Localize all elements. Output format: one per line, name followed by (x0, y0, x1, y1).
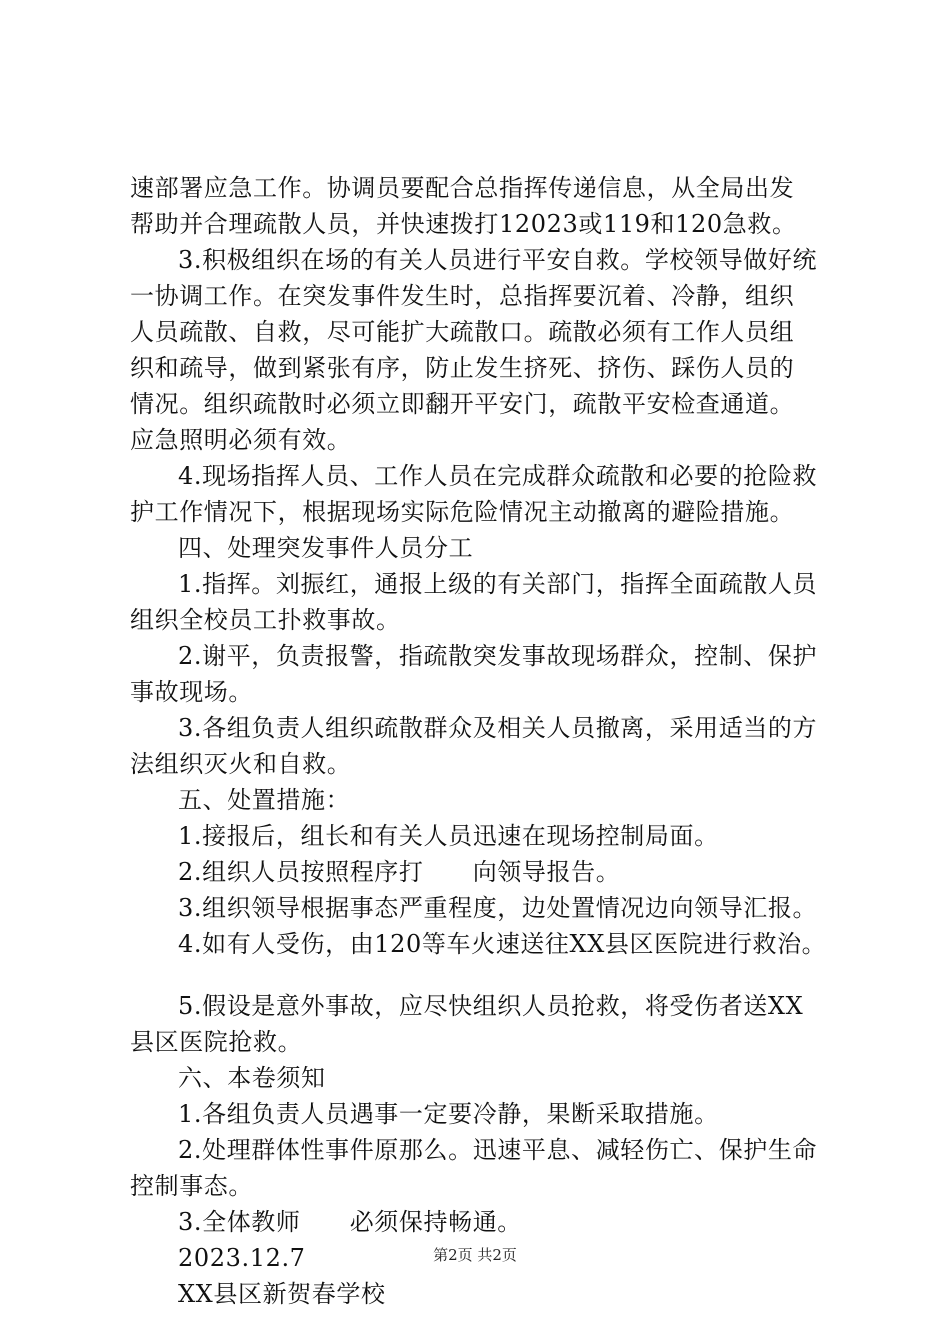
text-line: 2.谢平，负责报警，指疏散突发事故现场群众，控制、保护 (178, 642, 818, 670)
document-signature-org: XX县区新贺春学校 (178, 1280, 386, 1308)
paragraph-gap (130, 962, 840, 988)
section-heading: 六、本卷须知 (178, 1064, 326, 1092)
text-line: 3.各组负责人组织疏散群众及相关人员撤离，采用适当的方 (178, 714, 818, 742)
text-line: 组织全校员工扑救事故。 (130, 606, 401, 634)
text-line: 一协调工作。在突发事件发生时，总指挥要沉着、冷静，组织 (130, 282, 795, 310)
text-line: 速部署应急工作。协调员要配合总指挥传递信息，从全局出发 (130, 174, 795, 202)
text-line: 2.处理群体性事件原那么。迅速平息、减轻伤亡、保护生命 (178, 1136, 818, 1164)
text-line: 县区医院抢救。 (130, 1028, 303, 1056)
text-line: 1.各组负责人员遇事一定要冷静，果断采取措施。 (178, 1100, 719, 1128)
text-line: 3.积极组织在场的有关人员进行平安自救。学校领导做好统 (178, 246, 818, 274)
text-line: 法组织灭火和自救。 (130, 750, 352, 778)
document-body (130, 170, 840, 1312)
text-line: 控制事态。 (130, 1172, 253, 1200)
page-number-footer: 第2页 共2页 (433, 1246, 517, 1264)
text-line: 4.现场指挥人员、工作人员在完成群众疏散和必要的抢险救 (178, 462, 818, 490)
text-line: 织和疏导，做到紧张有序，防止发生挤死、挤伤、踩伤人员的 (130, 354, 795, 382)
text-line: 2.组织人员按照程序打 向领导报告。 (178, 858, 621, 886)
text-line: 5.假设是意外事故，应尽快组织人员抢救，将受伤者送XX (178, 992, 804, 1020)
section-heading: 四、处理突发事件人员分工 (178, 534, 474, 562)
text-line: 4.如有人受伤，由120等车火速送往XX县区医院进行救治。 (178, 930, 827, 958)
text-line: 3.组织领导根据事态严重程度，边处置情况边向领导汇报。 (178, 894, 818, 922)
text-line: 人员疏散、自救，尽可能扩大疏散口。疏散必须有工作人员组 (130, 318, 795, 346)
text-line: 事故现场。 (130, 678, 253, 706)
text-line: 1.接报后，组长和有关人员迅速在现场控制局面。 (178, 822, 719, 850)
text-line: 1.指挥。刘振红，通报上级的有关部门，指挥全面疏散人员 (178, 570, 818, 598)
text-line: 情况。组织疏散时必须立即翻开平安门，疏散平安检查通道。 (130, 390, 795, 418)
text-line: 应急照明必须有效。 (130, 426, 352, 454)
document-date: 2023.12.7 (178, 1244, 306, 1272)
text-line: 帮助并合理疏散人员，并快速拨打12023或119和120急救。 (130, 210, 797, 238)
text-line: 3.全体教师 必须保持畅通。 (178, 1208, 522, 1236)
text-line: 护工作情况下，根据现场实际危险情况主动撤离的避险措施。 (130, 498, 795, 526)
section-heading: 五、处置措施： (178, 786, 351, 814)
